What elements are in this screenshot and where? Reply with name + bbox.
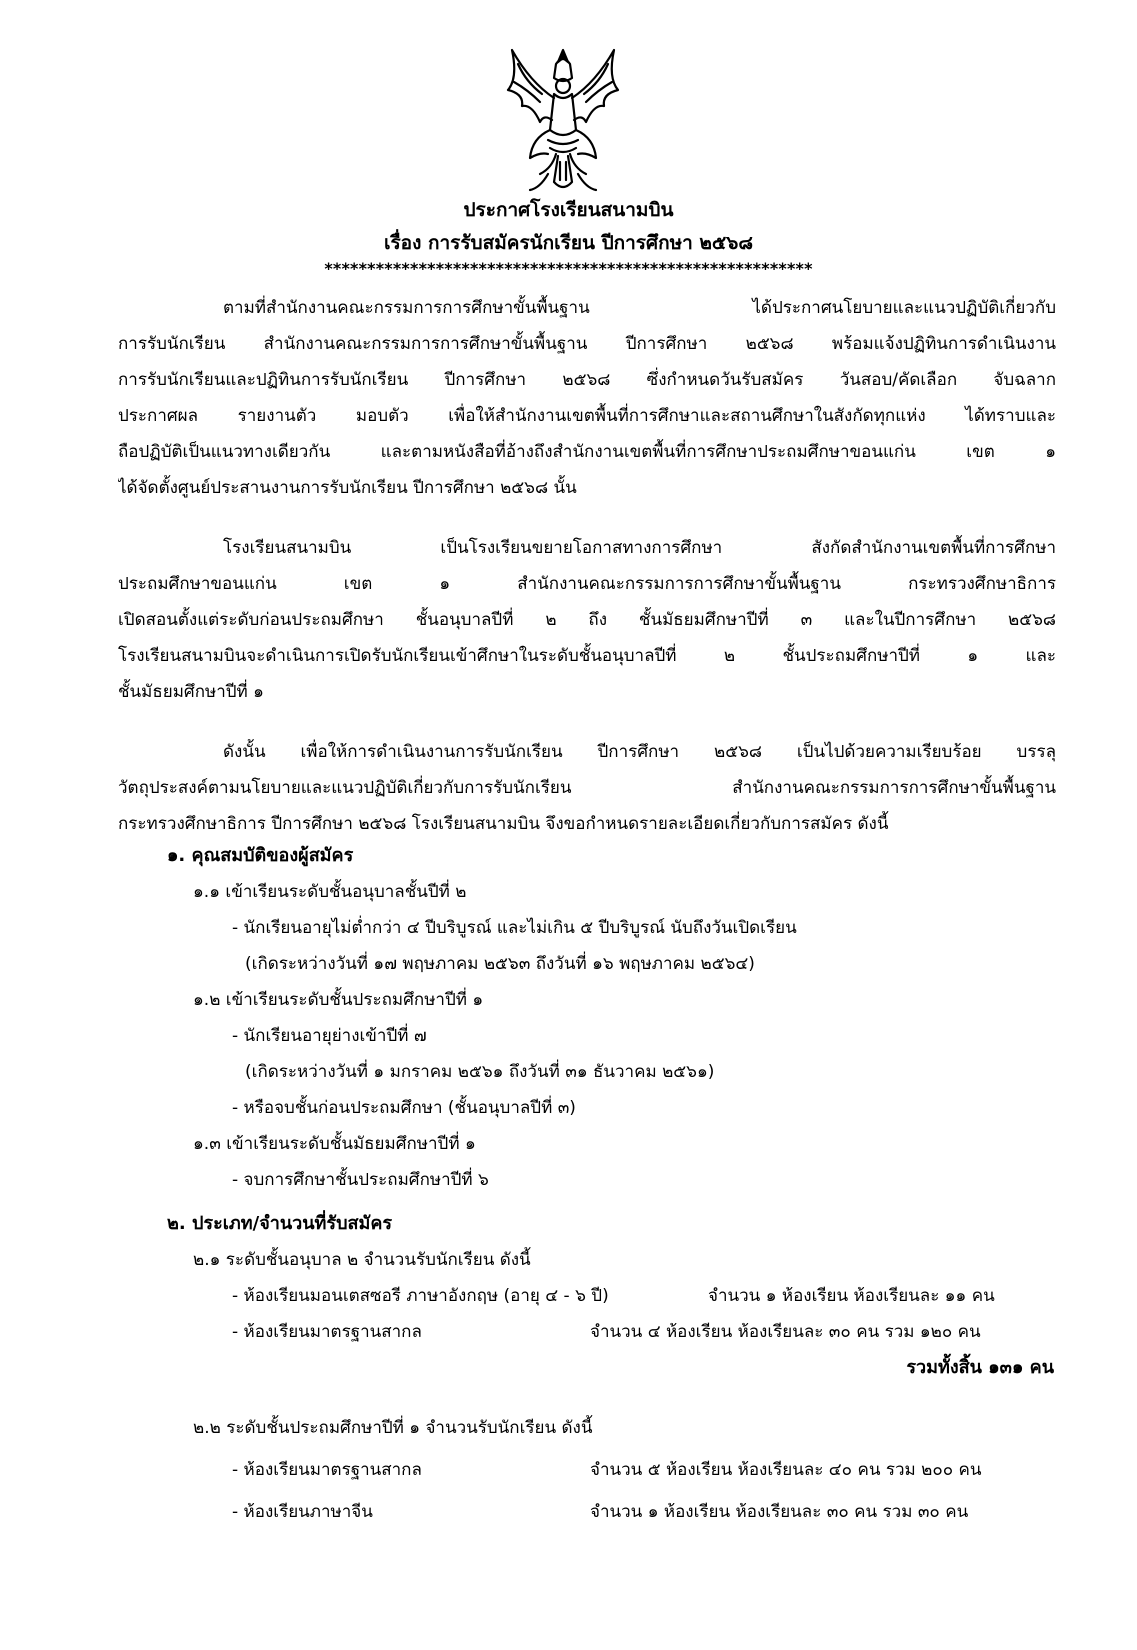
section-1-1: ๑.๑ เข้าเรียนระดับชั้นอนุบาลชั้นปีที่ ๒ — [193, 882, 467, 902]
paragraph-line: ได้จัดตั้งศูนย์ประสานงานการรับนักเรียน ปีการศึกษา ๒๕๖๘ นั้น — [118, 478, 577, 498]
paragraph-2 — [118, 530, 1056, 710]
paragraph-line: กระทรวงศึกษาธิการ ปีการศึกษา ๒๕๖๘ โรงเรียนสนามบิน จึงขอกำหนดรายละเอียดเกี่ยวกับการสมัคร ดังนี้ — [118, 814, 889, 834]
section-1-heading: ๑. คุณสมบัติของผู้สมัคร — [167, 845, 354, 866]
paragraph-line: เปิดสอนตั้งแต่ระดับก่อนประถมศึกษา ชั้นอนุบาลปีที่ ๒ ถึง ชั้นมัธยมศึกษาปีที่ ๓ และในปีการศึกษา ๒๕๖๘ — [118, 610, 1056, 630]
section-2-2: ๒.๒ ระดับชั้นประถมศึกษาปีที่ ๑ จำนวนรับนักเรียน ดังนี้ — [193, 1418, 593, 1438]
garuda-emblem-icon — [500, 42, 626, 197]
page-title: ประกาศโรงเรียนสนามบิน — [463, 199, 674, 221]
paragraph-line: ตามที่สำนักงานคณะกรรมการการศึกษาขั้นพื้นฐาน ได้ประกาศนโยบายและแนวปฏิบัติเกี่ยวกับ — [223, 298, 1056, 318]
table-row-detail: จำนวน ๑ ห้องเรียน ห้องเรียนละ ๑๑ คน — [708, 1286, 995, 1306]
section-2-1: ๒.๑ ระดับชั้นอนุบาล ๒ จำนวนรับนักเรียน ดังนี้ — [193, 1250, 531, 1270]
table-row-name: - ห้องเรียนมาตรฐานสากล — [232, 1460, 422, 1480]
paragraph-line: การรับนักเรียน สำนักงานคณะกรรมการการศึกษาขั้นพื้นฐาน ปีการศึกษา ๒๕๖๘ พร้อมแจ้งปฏิทินการดำเนินงาน — [118, 334, 1056, 354]
paragraph-line: การรับนักเรียนและปฏิทินการรับนักเรียน ปีการศึกษา ๒๕๖๘ ซึ่งกำหนดวันรับสมัคร วันสอบ/คัดเลือก จับฉลาก — [118, 370, 1056, 390]
section-2-1-total: รวมทั้งสิ้น ๑๓๑ คน — [906, 1357, 1054, 1378]
paragraph-line: ประกาศผล รายงานตัว มอบตัว เพื่อให้สำนักงานเขตพื้นที่การศึกษาและสถานศึกษาในสังกัดทุกแห่ง ได้ทราบและ — [118, 406, 1056, 426]
list-item: - จบการศึกษาชั้นประถมศึกษาปีที่ ๖ — [232, 1170, 489, 1190]
list-item: - หรือจบชั้นก่อนประถมศึกษา (ชั้นอนุบาลปีที่ ๓) — [232, 1098, 576, 1118]
table-row-detail: จำนวน ๑ ห้องเรียน ห้องเรียนละ ๓๐ คน รวม ๓๐ คน — [590, 1502, 969, 1522]
table-row-detail: จำนวน ๔ ห้องเรียน ห้องเรียนละ ๓๐ คน รวม ๑๒๐ คน — [590, 1322, 981, 1342]
paragraph-line: ประถมศึกษาขอนแก่น เขต ๑ สำนักงานคณะกรรมการการศึกษาขั้นพื้นฐาน กระทรวงศึกษาธิการ — [118, 574, 1056, 594]
section-2-heading: ๒. ประเภท/จำนวนที่รับสมัคร — [167, 1213, 393, 1234]
list-item: (เกิดระหว่างวันที่ ๑ มกราคม ๒๕๖๑ ถึงวันที่ ๓๑ ธันวาคม ๒๕๖๑) — [245, 1062, 715, 1082]
paragraph-line: โรงเรียนสนามบินจะดำเนินการเปิดรับนักเรียนเข้าศึกษาในระดับชั้นอนุบาลปีที่ ๒ ชั้นประถมศึกษาปีที่ ๑ และ — [118, 646, 1056, 666]
list-item: (เกิดระหว่างวันที่ ๑๗ พฤษภาคม ๒๕๖๓ ถึงวันที่ ๑๖ พฤษภาคม ๒๕๖๔) — [245, 954, 755, 974]
paragraph-line: ถือปฏิบัติเป็นแนวทางเดียวกัน และตามหนังสือที่อ้างถึงสำนักงานเขตพื้นที่การศึกษาประถมศึกษาขอนแก่น เขต ๑ — [118, 442, 1056, 462]
star-divider: ********************************************************* — [324, 259, 813, 278]
paragraph-line: ดังนั้น เพื่อให้การดำเนินงานการรับนักเรียน ปีการศึกษา ๒๕๖๘ เป็นไปด้วยความเรียบร้อย บรรลุ — [223, 742, 1056, 762]
paragraph-3 — [118, 734, 1056, 842]
paragraph-1 — [118, 290, 1056, 506]
section-1-3: ๑.๓ เข้าเรียนระดับชั้นมัธยมศึกษาปีที่ ๑ — [193, 1134, 476, 1154]
paragraph-line: วัตถุประสงค์ตามนโยบายและแนวปฏิบัติเกี่ยวกับการรับนักเรียน สำนักงานคณะกรรมการการศึกษาขั้นพื้นฐาน — [118, 778, 1056, 798]
table-row-name: - ห้องเรียนมอนเตสซอรี ภาษาอังกฤษ (อายุ ๔ - ๖ ปี) — [232, 1286, 609, 1306]
list-item: - นักเรียนอายุย่างเข้าปีที่ ๗ — [232, 1026, 427, 1046]
list-item: - นักเรียนอายุไม่ต่ำกว่า ๔ ปีบริบูรณ์ และไม่เกิน ๕ ปีบริบูรณ์ นับถึงวันเปิดเรียน — [232, 918, 797, 938]
table-row-detail: จำนวน ๕ ห้องเรียน ห้องเรียนละ ๔๐ คน รวม ๒๐๐ คน — [590, 1460, 982, 1480]
section-1-2: ๑.๒ เข้าเรียนระดับชั้นประถมศึกษาปีที่ ๑ — [193, 990, 484, 1010]
paragraph-line: ชั้นมัธยมศึกษาปีที่ ๑ — [118, 682, 264, 702]
paragraph-line: โรงเรียนสนามบิน เป็นโรงเรียนขยายโอกาสทางการศึกษา สังกัดสำนักงานเขตพื้นที่การศึกษา — [223, 538, 1056, 558]
table-row-name: - ห้องเรียนภาษาจีน — [232, 1502, 373, 1522]
table-row-name: - ห้องเรียนมาตรฐานสากล — [232, 1322, 422, 1342]
subject-line: เรื่อง การรับสมัครนักเรียน ปีการศึกษา ๒๕๖๘ — [383, 232, 754, 254]
